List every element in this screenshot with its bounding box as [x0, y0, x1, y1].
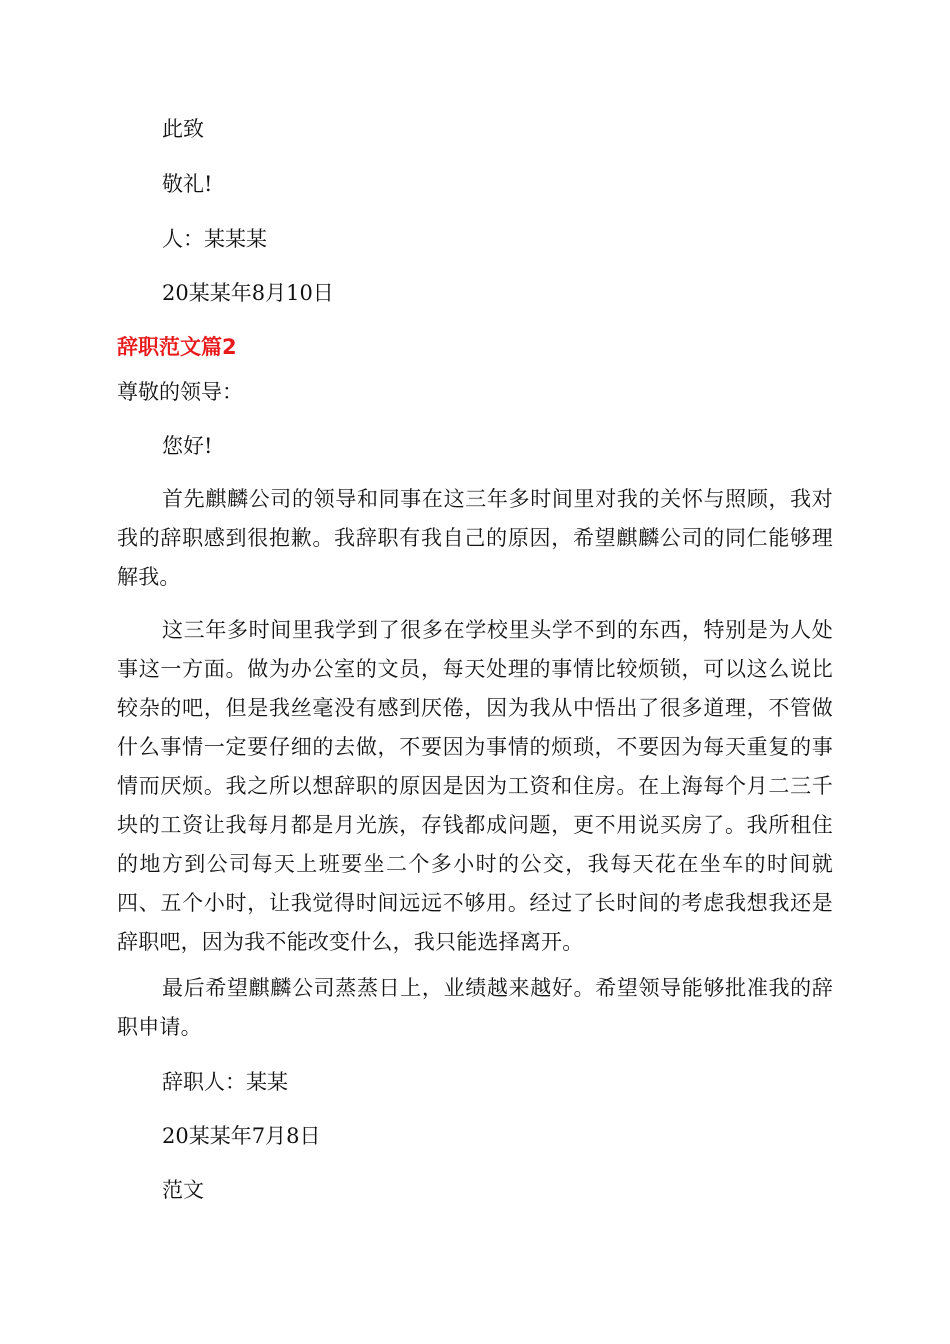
closing-signer: 人：某某某 — [162, 227, 267, 251]
body-paragraph-3: 最后希望麒麟公司蒸蒸日上，业绩越来越好。希望领导能够批准我的辞职申请。 — [117, 976, 833, 1039]
closing-salutation: 此致 — [162, 117, 204, 141]
closing-respect: 敬礼! — [162, 172, 213, 196]
section-heading: 辞职范文篇2 — [117, 335, 237, 359]
closing-date: 20某某年8月10日 — [162, 281, 334, 305]
body-paragraph-2: 这三年多时间里我学到了很多在学校里头学不到的东西，特别是为人处事这一方面。做为办公室的文员，每天处理的事情比较烦锁，可以这么说比较杂的吧，但是我丝毫没有感到厌倦，因为我从中悟出了很多道理，不管做什么事情一定要仔细的去做，不要因为事情的烦琐，不要因为每天重复的事情而厌烦。我之所以想辞职的原因是因为工资和住房。在上海每个月二三千块的工资让我每月都是月光族，存钱都成问题，更不用说买房了。我所租住的地方到公司每天上班要坐二个多小时的公交，我每天花在坐车的时间就四、五个小时，让我觉得时间远远不够用。经过了长时间的考虑我想我还是辞职吧，因为我不能改变什么，我只能选择离开。 — [117, 618, 833, 954]
letter-addressee: 尊敬的领导： — [117, 380, 243, 404]
trailer-text: 范文 — [162, 1178, 204, 1202]
letter-greeting: 您好! — [162, 434, 213, 458]
letter-signer: 辞职人：某某 — [162, 1070, 288, 1094]
letter-date: 20某某年7月8日 — [162, 1124, 321, 1148]
body-paragraph-1: 首先麒麟公司的领导和同事在这三年多时间里对我的关怀与照顾，我对我的辞职感到很抱歉。我辞职有我自己的原因，希望麒麟公司的同仁能够理解我。 — [117, 487, 833, 589]
